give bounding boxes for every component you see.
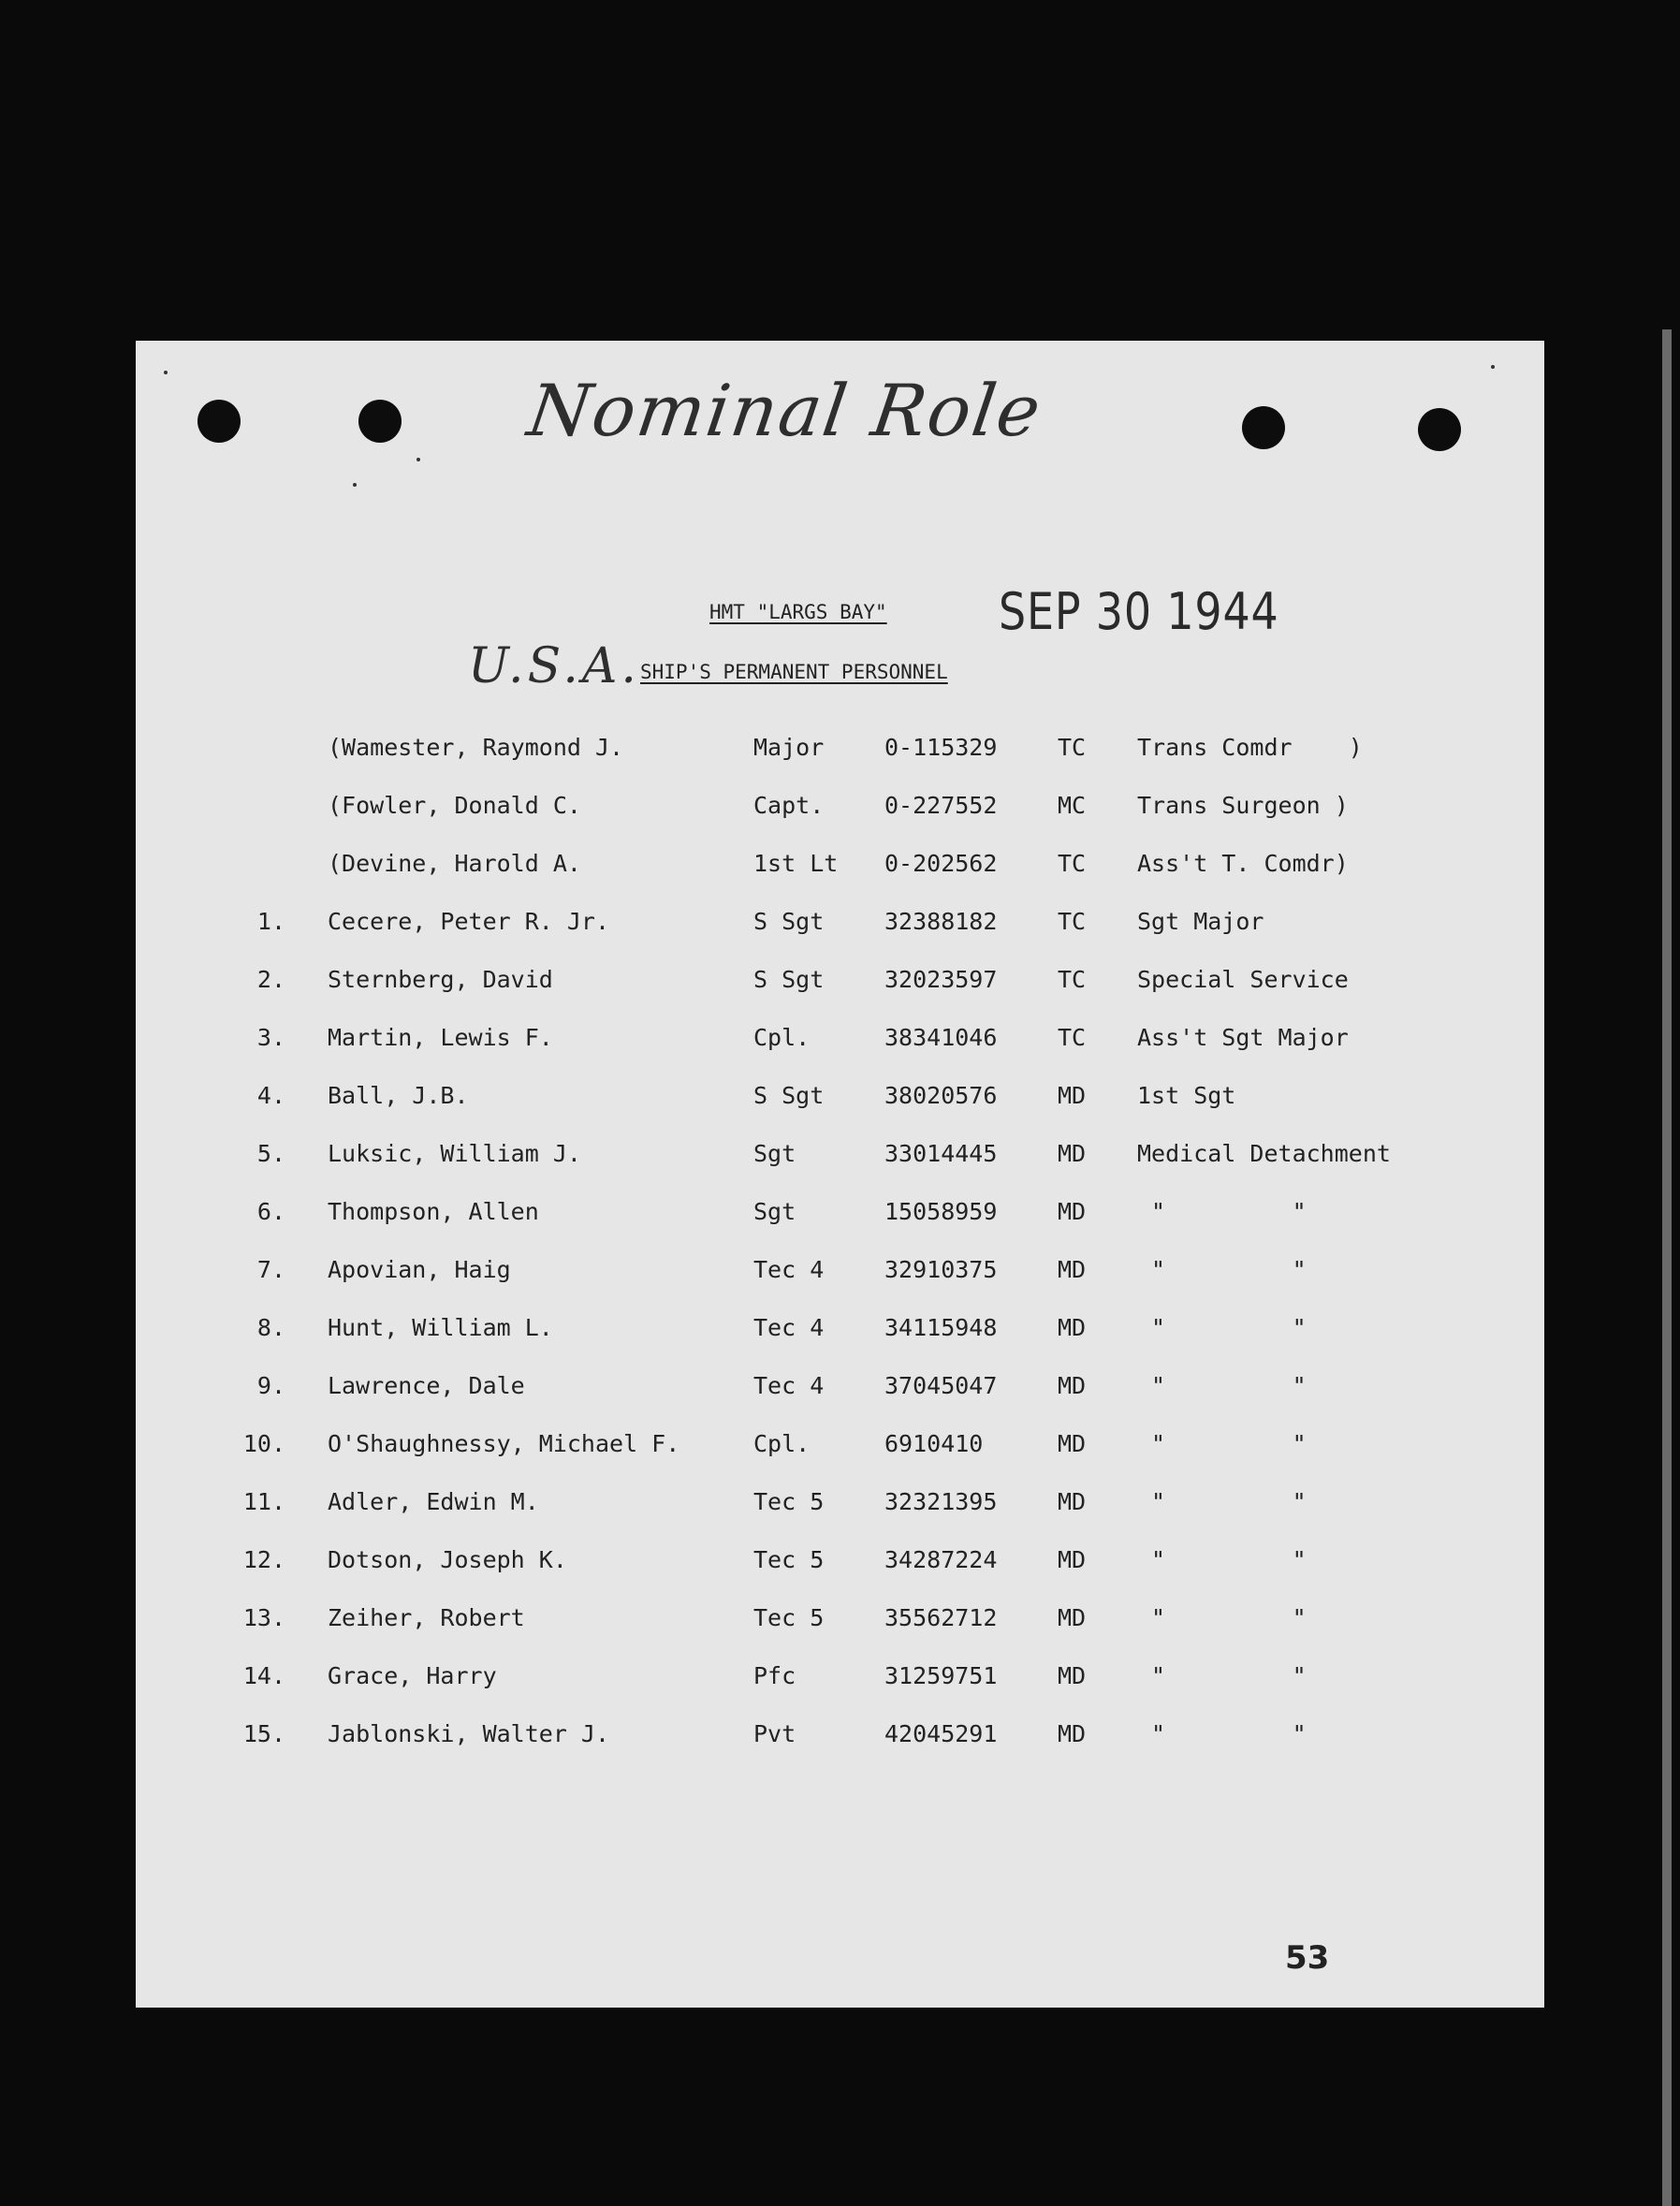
duty: " " xyxy=(1137,1372,1307,1399)
rank: S Sgt xyxy=(753,1082,825,1109)
roster-row xyxy=(136,1662,1544,1700)
branch: MD xyxy=(1058,1256,1087,1283)
row-number: 5. xyxy=(256,1140,285,1167)
duty: Ass't T. Comdr) xyxy=(1137,850,1349,877)
roster-row xyxy=(136,1546,1544,1584)
row-number: 8. xyxy=(256,1314,285,1341)
serial-number: 34115948 xyxy=(884,1314,998,1341)
paper-speck xyxy=(353,483,357,487)
rank: Capt. xyxy=(753,792,825,819)
serial-number: 42045291 xyxy=(884,1720,998,1747)
serial-number: 0-227552 xyxy=(884,792,998,819)
rank: Tec 5 xyxy=(753,1604,825,1631)
row-number: 7. xyxy=(256,1256,285,1283)
serial-number: 32321395 xyxy=(884,1488,998,1515)
rank: Tec 4 xyxy=(753,1372,825,1399)
serial-number: 38020576 xyxy=(884,1082,998,1109)
handwritten-prefix: U.S.A. xyxy=(468,638,640,694)
roster-row xyxy=(136,1198,1544,1235)
punch-hole xyxy=(197,400,241,443)
rank: Cpl. xyxy=(753,1024,811,1051)
branch: MD xyxy=(1058,1140,1087,1167)
serial-number: 37045047 xyxy=(884,1372,998,1399)
rank: 1st Lt xyxy=(753,850,839,877)
duty: Medical Detachment xyxy=(1137,1140,1391,1167)
serial-number: 31259751 xyxy=(884,1662,998,1689)
punch-hole xyxy=(1418,408,1461,451)
rank: Sgt xyxy=(753,1198,796,1225)
branch: MD xyxy=(1058,1546,1087,1573)
serial-number: 32023597 xyxy=(884,966,998,993)
row-number: 9. xyxy=(256,1372,285,1399)
duty: Trans Comdr ) xyxy=(1137,734,1363,761)
serial-number: 15058959 xyxy=(884,1198,998,1225)
roster-row xyxy=(136,1082,1544,1119)
row-number: 2. xyxy=(256,966,285,993)
duty: " " xyxy=(1137,1256,1307,1283)
roster-row xyxy=(136,850,1544,887)
paper-speck xyxy=(1491,365,1495,369)
punch-hole xyxy=(1242,406,1285,449)
duty: Ass't Sgt Major xyxy=(1137,1024,1349,1051)
serial-number: 32910375 xyxy=(884,1256,998,1283)
serial-number: 0-115329 xyxy=(884,734,998,761)
roster-row xyxy=(136,1604,1544,1642)
row-number: 3. xyxy=(256,1024,285,1051)
duty: 1st Sgt xyxy=(1137,1082,1236,1109)
rank: Pvt xyxy=(753,1720,796,1747)
person-name: Zeiher, Robert xyxy=(328,1604,525,1631)
person-name: Martin, Lewis F. xyxy=(328,1024,553,1051)
row-number: 15. xyxy=(242,1720,285,1747)
adjacent-page-edge xyxy=(1662,329,1672,2206)
branch: MD xyxy=(1058,1082,1087,1109)
person-name: Ball, J.B. xyxy=(328,1082,469,1109)
roster-row xyxy=(136,1720,1544,1758)
branch: MD xyxy=(1058,1604,1087,1631)
duty: Special Service xyxy=(1137,966,1349,993)
branch: TC xyxy=(1058,966,1087,993)
serial-number: 33014445 xyxy=(884,1140,998,1167)
branch: MD xyxy=(1058,1430,1087,1457)
handwritten-title: Nominal Role xyxy=(522,369,1047,452)
serial-number: 32388182 xyxy=(884,908,998,935)
duty: " " xyxy=(1137,1430,1307,1457)
person-name: Apovian, Haig xyxy=(328,1256,511,1283)
row-number: 13. xyxy=(242,1604,285,1631)
roster-row xyxy=(136,908,1544,945)
branch: TC xyxy=(1058,734,1087,761)
person-name: Hunt, William L. xyxy=(328,1314,553,1341)
person-name: Jablonski, Walter J. xyxy=(328,1720,610,1747)
section-heading: SHIP'S PERMANENT PERSONNEL xyxy=(640,661,948,683)
serial-number: 38341046 xyxy=(884,1024,998,1051)
rank: S Sgt xyxy=(753,908,825,935)
serial-number: 34287224 xyxy=(884,1546,998,1573)
branch: TC xyxy=(1058,1024,1087,1051)
duty: Trans Surgeon ) xyxy=(1137,792,1349,819)
document-page xyxy=(136,341,1544,2008)
person-name: Thompson, Allen xyxy=(328,1198,539,1225)
row-number: 6. xyxy=(256,1198,285,1225)
ship-heading: HMT "LARGS BAY" xyxy=(709,601,887,623)
row-number: 4. xyxy=(256,1082,285,1109)
serial-number: 6910410 xyxy=(884,1430,984,1457)
branch: TC xyxy=(1058,850,1087,877)
person-name: Sternberg, David xyxy=(328,966,553,993)
branch: MD xyxy=(1058,1720,1087,1747)
duty: " " xyxy=(1137,1720,1307,1747)
branch: MD xyxy=(1058,1372,1087,1399)
row-number: 14. xyxy=(242,1662,285,1689)
roster-row xyxy=(136,734,1544,771)
rank: Sgt xyxy=(753,1140,796,1167)
person-name: Grace, Harry xyxy=(328,1662,497,1689)
serial-number: 35562712 xyxy=(884,1604,998,1631)
rank: Tec 5 xyxy=(753,1488,825,1515)
roster-row xyxy=(136,966,1544,1003)
person-name: Luksic, William J. xyxy=(328,1140,581,1167)
duty: " " xyxy=(1137,1314,1307,1341)
roster-row xyxy=(136,1256,1544,1293)
rank: Cpl. xyxy=(753,1430,811,1457)
row-number: 10. xyxy=(242,1430,285,1457)
roster-row xyxy=(136,1140,1544,1177)
roster-row xyxy=(136,1314,1544,1351)
punch-hole xyxy=(358,400,402,443)
person-name: (Fowler, Donald C. xyxy=(328,792,581,819)
duty: Sgt Major xyxy=(1137,908,1264,935)
rank: Tec 4 xyxy=(753,1314,825,1341)
branch: MD xyxy=(1058,1662,1087,1689)
person-name: (Devine, Harold A. xyxy=(328,850,581,877)
duty: " " xyxy=(1137,1546,1307,1573)
row-number: 12. xyxy=(242,1546,285,1573)
roster-row xyxy=(136,1372,1544,1410)
person-name: Cecere, Peter R. Jr. xyxy=(328,908,610,935)
roster-row xyxy=(136,1024,1544,1061)
duty: " " xyxy=(1137,1662,1307,1689)
person-name: (Wamester, Raymond J. xyxy=(328,734,624,761)
rank: S Sgt xyxy=(753,966,825,993)
date-stamp: SEP 30 1944 xyxy=(999,582,1279,641)
paper-speck xyxy=(416,458,420,461)
branch: MD xyxy=(1058,1314,1087,1341)
branch: TC xyxy=(1058,908,1087,935)
person-name: O'Shaughnessy, Michael F. xyxy=(328,1430,680,1457)
rank: Tec 4 xyxy=(753,1256,825,1283)
person-name: Adler, Edwin M. xyxy=(328,1488,539,1515)
rank: Tec 5 xyxy=(753,1546,825,1573)
duty: " " xyxy=(1137,1604,1307,1631)
row-number: 11. xyxy=(242,1488,285,1515)
person-name: Dotson, Joseph K. xyxy=(328,1546,567,1573)
page-number: 53 xyxy=(1285,1939,1330,1977)
branch: MD xyxy=(1058,1488,1087,1515)
rank: Major xyxy=(753,734,825,761)
duty: " " xyxy=(1137,1198,1307,1225)
branch: MC xyxy=(1058,792,1087,819)
paper-speck xyxy=(164,371,168,374)
roster-row xyxy=(136,1430,1544,1468)
roster-row xyxy=(136,792,1544,829)
rank: Pfc xyxy=(753,1662,796,1689)
duty: " " xyxy=(1137,1488,1307,1515)
row-number: 1. xyxy=(256,908,285,935)
serial-number: 0-202562 xyxy=(884,850,998,877)
person-name: Lawrence, Dale xyxy=(328,1372,525,1399)
roster-row xyxy=(136,1488,1544,1526)
branch: MD xyxy=(1058,1198,1087,1225)
